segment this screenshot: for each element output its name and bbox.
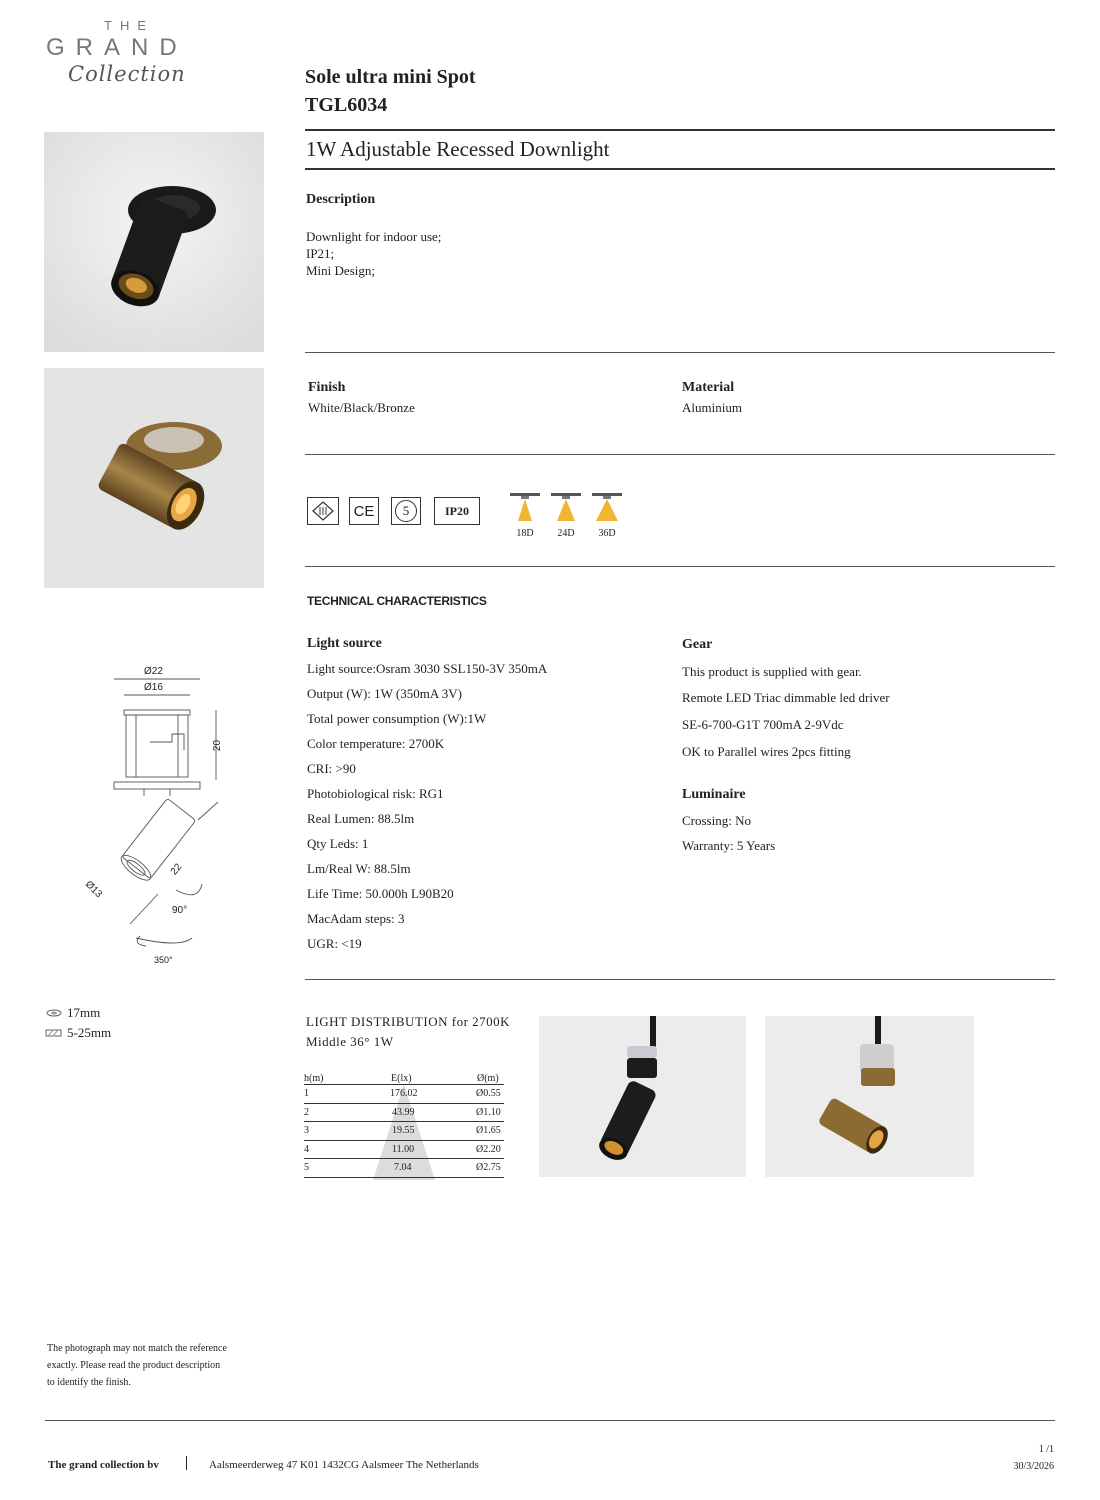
beam-label: 24D bbox=[557, 528, 575, 539]
beam-18-icon bbox=[510, 493, 540, 527]
finish-label: Finish bbox=[308, 380, 346, 395]
disclaimer-line: exactly. Please read the product description bbox=[47, 1360, 221, 1371]
ceiling-thickness-icon bbox=[45, 1026, 63, 1038]
finish-value: White/Black/Bronze bbox=[308, 400, 415, 415]
disclaimer bbox=[47, 1340, 247, 1391]
beam-label: 36D bbox=[598, 528, 616, 539]
cell: 3 bbox=[304, 1125, 309, 1136]
spec-item: Light source:Osram 3030 SSL150-3V 350mA bbox=[307, 661, 548, 676]
cell: Ø1.10 bbox=[476, 1106, 501, 1118]
energy-class-icon bbox=[391, 497, 421, 525]
cell: 176.02 bbox=[390, 1088, 418, 1099]
logo-collection: Collection bbox=[68, 62, 186, 86]
product-photo-bronze-cable bbox=[765, 1016, 974, 1177]
description-list bbox=[306, 228, 441, 279]
dim-h20: 20 bbox=[212, 739, 224, 752]
luminaire-list bbox=[682, 813, 775, 863]
distribution-subtitle: Middle 36° 1W bbox=[306, 1034, 394, 1049]
table-row bbox=[304, 1104, 504, 1123]
spec-item: Remote LED Triac dimmable led driver bbox=[682, 690, 890, 705]
product-name: Sole ultra mini Spot bbox=[305, 66, 476, 88]
cell: Ø2.20 bbox=[476, 1143, 501, 1155]
material-label: Material bbox=[682, 380, 735, 395]
energy-class-value: 5 bbox=[395, 500, 417, 522]
cell: 19.55 bbox=[392, 1125, 415, 1136]
header-height: h(m) bbox=[304, 1073, 324, 1084]
dim-l22: 22 bbox=[168, 861, 185, 878]
light-source-list bbox=[307, 661, 547, 961]
spec-item: Output (W): 1W (350mA 3V) bbox=[307, 686, 463, 701]
header-illuminance: E(lx) bbox=[391, 1073, 412, 1084]
gear-heading: Gear bbox=[682, 637, 713, 652]
product-code: TGL6034 bbox=[305, 94, 388, 116]
divider bbox=[305, 168, 1055, 170]
cell: Ø0.55 bbox=[476, 1088, 501, 1099]
description-heading: Description bbox=[306, 192, 376, 207]
spec-item: OK to Parallel wires 2pcs fitting bbox=[682, 744, 851, 759]
description-line: IP21; bbox=[306, 246, 335, 261]
spec-item: Photobiological risk: RG1 bbox=[307, 786, 444, 801]
table-row bbox=[304, 1141, 504, 1160]
description-line: Downlight for indoor use; bbox=[306, 229, 442, 244]
product-subtitle: 1W Adjustable Recessed Downlight bbox=[306, 137, 610, 161]
beam-36-icon bbox=[592, 493, 622, 527]
footer-date: 30/3/2026 bbox=[1013, 1461, 1054, 1472]
footer-company: The grand collection bv bbox=[48, 1459, 159, 1471]
spec-item: This product is supplied with gear. bbox=[682, 664, 862, 679]
cell: 43.99 bbox=[392, 1106, 415, 1118]
cutout-value: 17mm bbox=[67, 1005, 101, 1020]
spec-item: Qty Leds: 1 bbox=[307, 836, 369, 851]
cell: 5 bbox=[304, 1162, 309, 1173]
disclaimer-line: The photograph may not match the reference bbox=[47, 1343, 227, 1354]
footer-divider bbox=[45, 1420, 1055, 1421]
footer-address: Aalsmeerderweg 47 K01 1432CG Aalsmeer The Netherlands bbox=[209, 1459, 479, 1471]
logo-the: THE bbox=[104, 18, 154, 33]
divider bbox=[305, 352, 1055, 353]
tilt-angle: 90° bbox=[172, 905, 188, 916]
footer-separator bbox=[186, 1456, 187, 1470]
page-number: 1 /1 bbox=[1038, 1444, 1054, 1455]
distribution-table bbox=[304, 1070, 504, 1178]
spec-item: Warranty: 5 Years bbox=[682, 838, 776, 853]
cutout-icon bbox=[45, 1006, 63, 1018]
cell: 1 bbox=[304, 1088, 309, 1099]
light-source-heading: Light source bbox=[307, 636, 382, 651]
dim-d16: Ø16 bbox=[144, 682, 163, 693]
cell: 4 bbox=[304, 1143, 309, 1155]
rotation-angle: 350° bbox=[154, 955, 173, 965]
luminaire-heading: Luminaire bbox=[682, 787, 746, 802]
table-row bbox=[304, 1122, 504, 1141]
spec-item: CRI: >90 bbox=[307, 761, 356, 776]
description-line: Mini Design; bbox=[306, 263, 375, 278]
product-photo-black-cable bbox=[539, 1016, 746, 1177]
gear-list bbox=[682, 664, 890, 771]
product-photo-bronze bbox=[44, 368, 264, 588]
cell: 7.04 bbox=[394, 1162, 412, 1173]
spec-item: UGR: <19 bbox=[307, 936, 362, 951]
divider bbox=[305, 566, 1055, 567]
table-row bbox=[304, 1085, 504, 1104]
cell: 2 bbox=[304, 1106, 309, 1118]
beam-24-icon bbox=[551, 493, 581, 527]
spec-item: Life Time: 50.000h L90B20 bbox=[307, 886, 454, 901]
cell: Ø2.75 bbox=[476, 1162, 501, 1173]
technical-title: TECHNICAL CHARACTERISTICS bbox=[307, 594, 487, 608]
ceiling-thickness-value: 5-25mm bbox=[67, 1025, 112, 1040]
table-header bbox=[304, 1070, 504, 1085]
table-row bbox=[304, 1159, 504, 1178]
beam-label: 18D bbox=[516, 528, 534, 539]
spec-item: Real Lumen: 88.5lm bbox=[307, 811, 415, 826]
divider bbox=[305, 129, 1055, 131]
spec-item: SE-6-700-G1T 700mA 2-9Vdc bbox=[682, 717, 844, 732]
divider bbox=[305, 979, 1055, 980]
spec-item: Lm/Real W: 88.5lm bbox=[307, 861, 411, 876]
spec-item: Crossing: No bbox=[682, 813, 751, 828]
technical-drawing bbox=[80, 662, 240, 972]
logo-grand: GRAND bbox=[46, 34, 188, 61]
dim-d13: Ø13 bbox=[82, 878, 105, 901]
distribution-title: LIGHT DISTRIBUTION for 2700K bbox=[306, 1014, 511, 1029]
cell: Ø1.65 bbox=[476, 1125, 501, 1136]
ce-mark-icon: CE bbox=[349, 497, 379, 525]
class-iii-icon bbox=[307, 497, 339, 525]
header-diameter: Ø(m) bbox=[477, 1073, 499, 1084]
spec-item: Color temperature: 2700K bbox=[307, 736, 445, 751]
ip-rating-badge: IP20 bbox=[434, 497, 480, 525]
disclaimer-line: to identify the finish. bbox=[47, 1377, 131, 1388]
dim-d22: Ø22 bbox=[144, 666, 163, 677]
product-photo-black bbox=[44, 132, 264, 352]
divider bbox=[305, 454, 1055, 455]
spec-item: Total power consumption (W):1W bbox=[307, 711, 487, 726]
material-value: Aluminium bbox=[682, 400, 742, 415]
spec-item: MacAdam steps: 3 bbox=[307, 911, 405, 926]
cell: 11.00 bbox=[392, 1143, 415, 1155]
